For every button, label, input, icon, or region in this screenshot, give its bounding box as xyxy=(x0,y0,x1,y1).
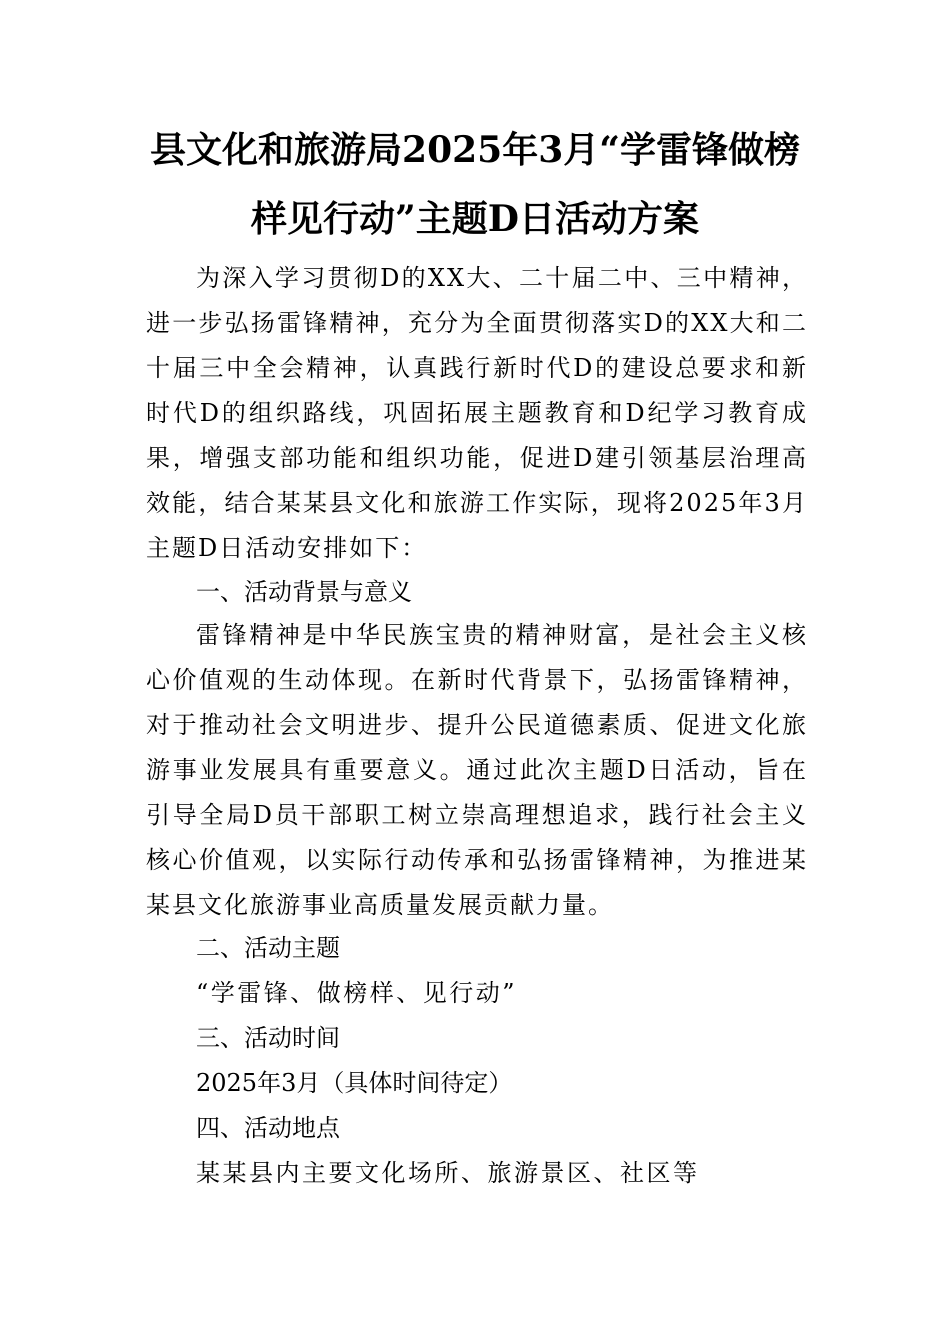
section-1-heading: 一、活动背景与意义 xyxy=(196,578,412,606)
section-3-heading: 三、活动时间 xyxy=(196,1024,340,1052)
section-1-paragraph-block xyxy=(146,613,808,928)
section-2-heading: 二、活动主题 xyxy=(196,934,340,962)
section-3-content: 2025年3月（具体时间待定） xyxy=(196,1069,513,1097)
document-title-line-2: 样见行动”主题D日活动方案 xyxy=(251,198,699,240)
section-1-paragraph: 雷锋精神是中华民族宝贵的精神财富，是社会主义核心价值观的生动体现。在新时代背景下，弘扬雷锋精神，对于推动社会文明进步、提升公民道德素质、促进文化旅游事业发展具有重要意义。通过此次主题D日活动，旨在引导全局D员干部职工树立崇高理想追求，践行社会主义核心价值观，以实际行动传承和弘扬雷锋精神，为推进某某县文化旅游事业高质量发展贡献力量。 xyxy=(146,621,808,919)
section-2-content: “学雷锋、做榜样、见行动” xyxy=(196,979,518,1007)
intro-paragraph: 为深入学习贯彻D的XX大、二十届二中、三中精神，进一步弘扬雷锋精神，充分为全面贯彻落实D的XX大和二十届三中全会精神，认真践行新时代D的建设总要求和新时代D的组织路线，巩固拓展主题教育和D纪学习教育成果，增强支部功能和组织功能，促进D建引领基层治理高效能，结合某某县文化和旅游工作实际，现将2025年3月主题D日活动安排如下： xyxy=(146,264,808,562)
intro-paragraph-block xyxy=(146,256,808,571)
document-title-line-1: 县文化和旅游局2025年3月“学雷锋做榜 xyxy=(150,129,800,171)
section-4-content: 某某县内主要文化场所、旅游景区、社区等 xyxy=(196,1159,700,1187)
section-4-heading: 四、活动地点 xyxy=(196,1114,340,1142)
